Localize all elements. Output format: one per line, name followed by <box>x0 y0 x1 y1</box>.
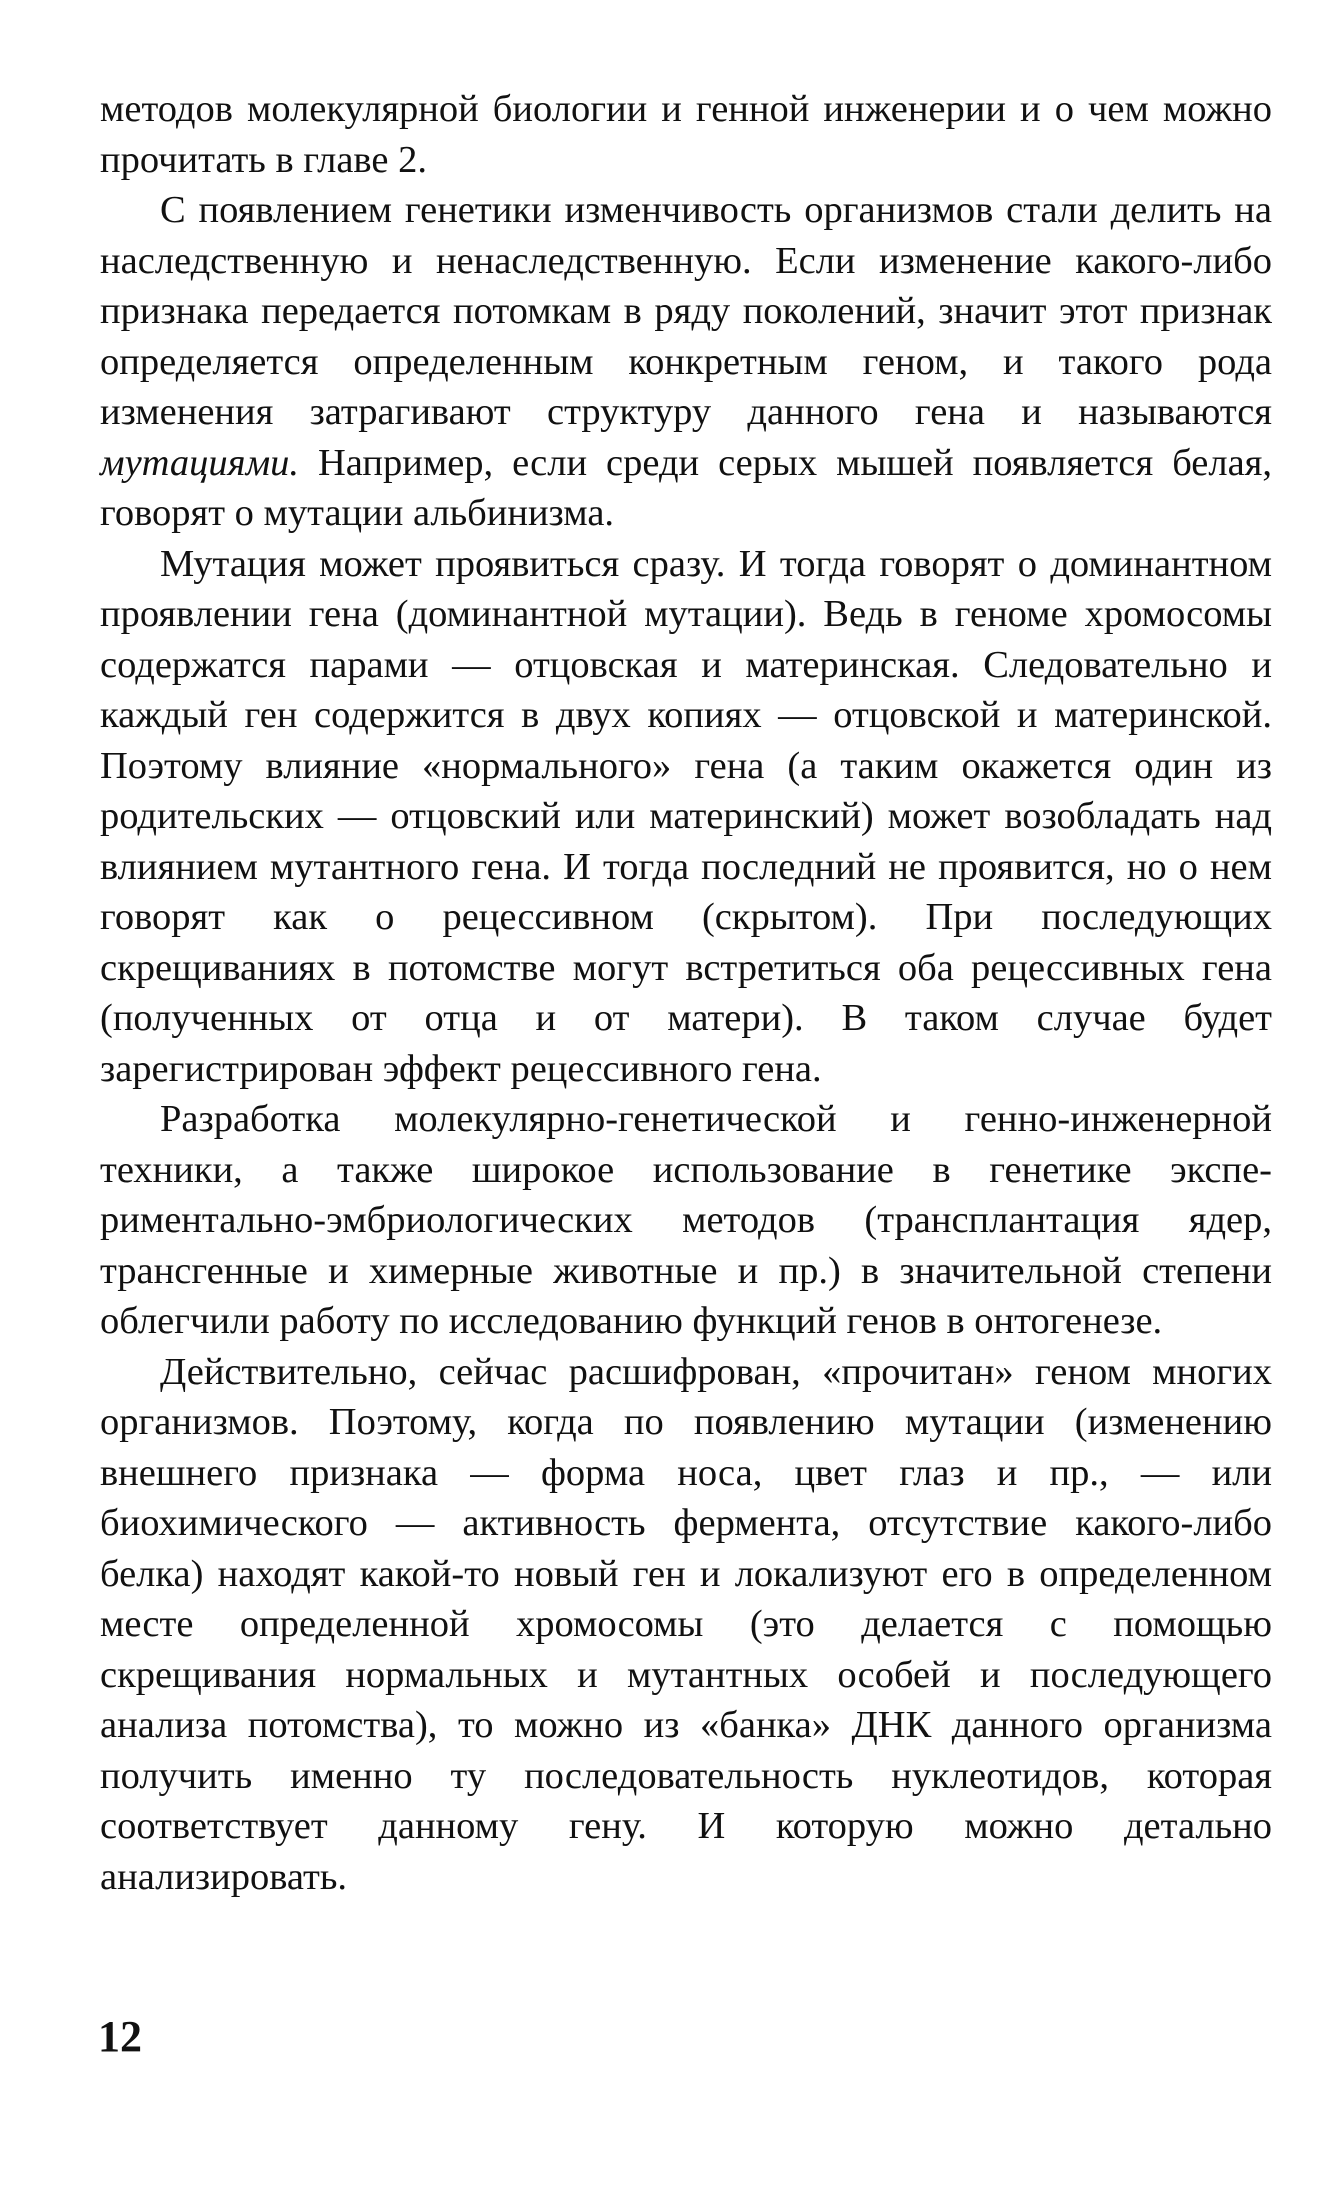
paragraph-mutations-tail: Например, если среди серых мышей появляется белая, говорят о мутации альбинизма. <box>100 441 1272 534</box>
page-text-block <box>100 84 1272 1902</box>
paragraph-mutations-lead: С появлением генетики изменчивость организмов стали делить на наследственную и ненаследственную. Если изменение какого-либо признака передается потомкам в ряду поколений, значит этот признак определяется определенным конкретным геном, и такого рода изменения затрагивают структуру данного гена и называются <box>100 189 1272 433</box>
paragraph-techniques: Разработка молекулярно-генетической и генно-инженерной техники, а также широкое использование в генетике экспериментально-эмбриологических методов (трансплантация ядер, трансгенные и химерные животные и пр.) в значительной степени облегчили работу по исследованию функций генов в онтогенезе. <box>100 1098 1272 1342</box>
paragraph-genome-reading: Действительно, сейчас расшифрован, «прочитан» геном многих организмов. Поэтому, когда по появлению мутации (изменению внешнего признака — форма носа, цвет глаз и пр., — или биохимического — активность фермента, отсутствие какого-либо белка) находят какой-то новый ген и локализуют его в определенном месте определенной хромосомы (это делается с помощью скрещивания нормальных и мутантных особей и последующего анализа потомства), то можно из «банка» ДНК данного организма получить именно ту последовательность нуклеотидов, которая соответствует данному гену. И которую можно детально анализировать. <box>100 1350 1272 1898</box>
term-mutations: мутациями. <box>100 441 300 484</box>
paragraph-continuation: методов молекулярной биологии и генной инженерии и о чем можно прочитать в главе 2. <box>100 88 1272 181</box>
page-number: 12 <box>98 2012 142 2061</box>
paragraph-mutations <box>100 185 1272 539</box>
paragraph-dominant-recessive: Мутация может проявиться сразу. И тогда говорят о доминантном проявлении гена (доминантной мутации). Ведь в геноме хромосомы содержатся парами — отцовская и материнская. Следовательно и каждый ген содержится в двух копиях — отцовской и материнской. Поэтому влияние «нормального» гена (а таким окажется один из родительских — отцовский или материнский) может возобладать над влиянием мутантного гена. И тогда последний не проявится, но о нем говорят как о рецессивном (скрытом). При последующих скрещиваниях в потомстве могут встретиться оба рецессивных гена (полученных от отца и от матери). В таком случае будет зарегистрирован эффект рецессивного гена. <box>100 542 1272 1090</box>
